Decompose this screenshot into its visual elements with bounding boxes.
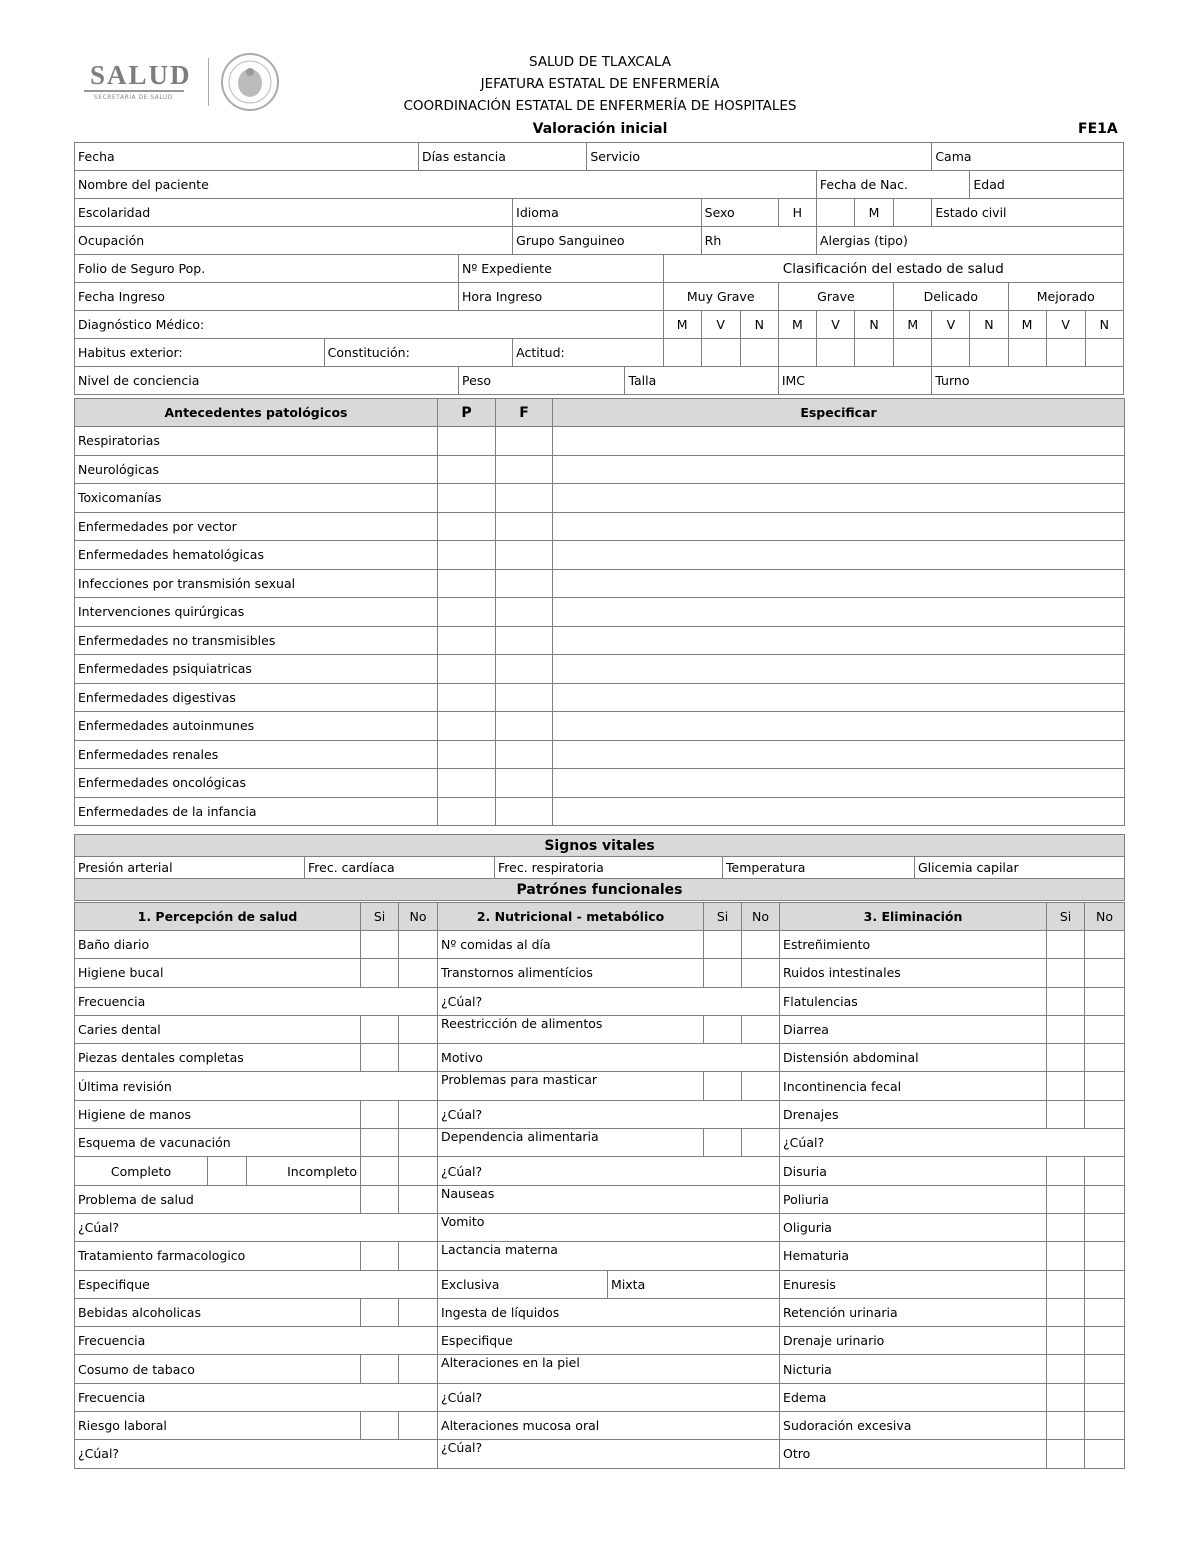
mvn-m-label: M <box>1008 311 1046 339</box>
mvn-box[interactable] <box>1046 339 1085 367</box>
mvn-v-label: V <box>1046 311 1085 339</box>
fecha-field[interactable]: Fecha <box>75 143 419 171</box>
mvn-box[interactable] <box>778 339 816 367</box>
nutricional-si-box[interactable] <box>704 1072 742 1100</box>
antecedente-especificar-field[interactable] <box>553 569 1125 598</box>
nutricional-si-box[interactable] <box>704 931 742 959</box>
mvn-box[interactable] <box>894 339 932 367</box>
antecedente-label: Intervenciones quirúrgicas <box>75 598 438 627</box>
peso-field[interactable]: Peso <box>459 367 625 395</box>
nutricional-text-field[interactable]: ¿Cúal? <box>438 1383 780 1411</box>
eliminacion-item: Edema <box>780 1383 1047 1411</box>
antecedente-label: Enfermedades psiquiatricas <box>75 655 438 684</box>
eliminacion-no-box[interactable] <box>1085 1185 1125 1213</box>
antecedente-especificar-field[interactable] <box>553 541 1125 570</box>
si-header: Si <box>1047 903 1085 931</box>
header-line-1: SALUD DE TLAXCALA <box>529 54 671 70</box>
antecedente-f-box[interactable] <box>496 712 553 741</box>
eliminacion-item: Ruidos intestinales <box>780 959 1047 987</box>
nutricional-item: Dependencia alimentaria <box>438 1129 704 1157</box>
percepcion-item: Higiene bucal <box>75 959 361 987</box>
eliminacion-item: Poliuria <box>780 1185 1047 1213</box>
mvn-v-label: V <box>932 311 970 339</box>
eliminacion-no-box[interactable] <box>1085 1270 1125 1298</box>
percepcion-item: Problema de salud <box>75 1185 361 1213</box>
eliminacion-item: Drenajes <box>780 1100 1047 1128</box>
percepcion-item: Baño diario <box>75 931 361 959</box>
antecedente-especificar-field[interactable] <box>553 769 1125 798</box>
percepcion-text-field[interactable]: Frecuencia <box>75 1383 438 1411</box>
eliminacion-no-box[interactable] <box>1085 931 1125 959</box>
antecedente-p-box[interactable] <box>438 455 496 484</box>
percepcion-no-box[interactable] <box>399 959 438 987</box>
antecedente-especificar-field[interactable] <box>553 484 1125 513</box>
antecedente-p-box[interactable] <box>438 569 496 598</box>
antecedente-f-box[interactable] <box>496 569 553 598</box>
antecedente-label: Enfermedades digestivas <box>75 683 438 712</box>
percepcion-text-field[interactable]: ¿Cúal? <box>75 1213 438 1241</box>
actitud-field[interactable]: Actitud: <box>513 339 663 367</box>
antecedentes-table <box>74 398 1125 826</box>
percepcion-item: Piezas dentales completas <box>75 1044 361 1072</box>
glicemia-field[interactable]: Glicemia capilar <box>915 857 1125 879</box>
antecedente-label: Enfermedades no transmisibles <box>75 626 438 655</box>
nutricional-no-box[interactable] <box>742 931 780 959</box>
antecedente-p-box[interactable] <box>438 740 496 769</box>
percepcion-text-field[interactable]: Frecuencia <box>75 987 438 1015</box>
antecedente-especificar-field[interactable] <box>553 683 1125 712</box>
nombre-paciente-field[interactable]: Nombre del paciente <box>75 171 817 199</box>
frec-cardiaca-field[interactable]: Frec. cardíaca <box>305 857 495 879</box>
percepcion-no-box[interactable] <box>399 1355 438 1383</box>
mvn-v-label: V <box>816 311 854 339</box>
percepcion-item: Riesgo laboral <box>75 1412 361 1440</box>
percepcion-si-box[interactable] <box>361 1412 399 1440</box>
eliminacion-no-box[interactable] <box>1085 1440 1125 1468</box>
eliminacion-no-box[interactable] <box>1085 1298 1125 1326</box>
percepcion-no-box[interactable] <box>399 1015 438 1043</box>
eliminacion-item: Oliguria <box>780 1213 1047 1241</box>
eliminacion-si-box[interactable] <box>1047 1157 1085 1185</box>
eliminacion-item: Drenaje urinario <box>780 1327 1047 1355</box>
antecedente-especificar-field[interactable] <box>553 427 1125 456</box>
nutricional-item: Problemas para masticar <box>438 1072 704 1100</box>
antecedente-especificar-field[interactable] <box>553 455 1125 484</box>
estado-delicado-label: Delicado <box>894 283 1008 311</box>
eliminacion-header: 3. Eliminación <box>780 903 1047 931</box>
antecedente-especificar-field[interactable] <box>553 740 1125 769</box>
antecedente-label: Toxicomanías <box>75 484 438 513</box>
antecedente-label: Respiratorias <box>75 427 438 456</box>
antecedente-p-box[interactable] <box>438 797 496 826</box>
percepcion-item: Higiene de manos <box>75 1100 361 1128</box>
antecedente-f-box[interactable] <box>496 769 553 798</box>
antecedente-p-box[interactable] <box>438 655 496 684</box>
antecedente-especificar-field[interactable] <box>553 512 1125 541</box>
si-header: Si <box>361 903 399 931</box>
mvn-n-label: N <box>855 311 894 339</box>
servicio-field[interactable]: Servicio <box>587 143 932 171</box>
antecedente-label: Enfermedades de la infancia <box>75 797 438 826</box>
nutricional-si-box[interactable] <box>704 1129 742 1157</box>
vital-signs-table <box>74 834 1125 901</box>
nutricional-text-field[interactable]: ¿Cúal? <box>438 1157 780 1185</box>
percepcion-si-box[interactable] <box>361 959 399 987</box>
antecedente-label: Enfermedades oncológicas <box>75 769 438 798</box>
percepcion-header: 1. Percepción de salud <box>75 903 361 931</box>
mvn-v-label: V <box>701 311 740 339</box>
header-line-3: COORDINACIÓN ESTATAL DE ENFERMERÍA DE HOSPITALES <box>403 98 797 114</box>
mvn-box[interactable] <box>740 339 778 367</box>
antecedente-especificar-field[interactable] <box>553 598 1125 627</box>
eliminacion-no-box[interactable] <box>1085 1044 1125 1072</box>
nutricional-text-field[interactable]: Motivo <box>438 1044 780 1072</box>
no-header: No <box>742 903 780 931</box>
lactancia-mixta-field[interactable]: Mixta <box>608 1270 780 1298</box>
antecedentes-header: Antecedentes patológicos <box>75 399 438 427</box>
antecedente-p-box[interactable] <box>438 769 496 798</box>
nutricional-no-box[interactable] <box>742 1129 780 1157</box>
eliminacion-item: Nicturia <box>780 1355 1047 1383</box>
expediente-field[interactable]: Nº Expediente <box>459 255 664 283</box>
header-line-2: JEFATURA ESTATAL DE ENFERMERÍA <box>480 76 720 92</box>
nutricional-item: Reestricción de alimentos <box>438 1015 704 1043</box>
talla-field[interactable]: Talla <box>625 367 778 395</box>
eliminacion-item: Disuria <box>780 1157 1047 1185</box>
nutricional-si-box[interactable] <box>704 959 742 987</box>
percepcion-text-field[interactable]: ¿Cúal? <box>75 1440 438 1468</box>
nutricional-item: Nº comidas al día <box>438 931 704 959</box>
eliminacion-no-box[interactable] <box>1085 1383 1125 1411</box>
nutricional-text-field[interactable]: Alteraciones en la piel <box>438 1355 780 1383</box>
vacuna-completo-box[interactable] <box>208 1157 247 1185</box>
antecedente-f-box[interactable] <box>496 427 553 456</box>
antecedente-f-box[interactable] <box>496 598 553 627</box>
antecedente-label: Enfermedades por vector <box>75 512 438 541</box>
turno-field[interactable]: Turno <box>932 367 1124 395</box>
eliminacion-text-field[interactable]: ¿Cúal? <box>780 1129 1125 1157</box>
no-header: No <box>1085 903 1125 931</box>
fecha-nac-field[interactable]: Fecha de Nac. <box>816 171 969 199</box>
eliminacion-no-box[interactable] <box>1085 1157 1125 1185</box>
eliminacion-si-box[interactable] <box>1047 1327 1085 1355</box>
si-header: Si <box>704 903 742 931</box>
eliminacion-no-box[interactable] <box>1085 1100 1125 1128</box>
eliminacion-no-box[interactable] <box>1085 1015 1125 1043</box>
antecedente-f-box[interactable] <box>496 455 553 484</box>
antecedente-f-box[interactable] <box>496 797 553 826</box>
eliminacion-item: Flatulencias <box>780 987 1047 1015</box>
eliminacion-si-box[interactable] <box>1047 1015 1085 1043</box>
cama-field[interactable]: Cama <box>932 143 1124 171</box>
percepcion-no-box[interactable] <box>399 1129 438 1157</box>
percepcion-si-box[interactable] <box>361 1355 399 1383</box>
antecedente-label: Enfermedades autoinmunes <box>75 712 438 741</box>
percepcion-si-box[interactable] <box>361 1100 399 1128</box>
nutricional-text-field[interactable]: ¿Cúal? <box>438 987 780 1015</box>
no-header: No <box>399 903 438 931</box>
mvn-m-label: M <box>778 311 816 339</box>
mvn-n-label: N <box>970 311 1008 339</box>
alergias-field[interactable]: Alergias (tipo) <box>816 227 1123 255</box>
mvn-box[interactable] <box>932 339 970 367</box>
percepcion-item: Tratamiento farmacologico <box>75 1242 361 1270</box>
signos-vitales-header: Signos vitales <box>75 835 1125 857</box>
eliminacion-no-box[interactable] <box>1085 987 1125 1015</box>
nutricional-text-field[interactable]: Nauseas <box>438 1185 780 1213</box>
nutricional-text-field[interactable]: Lactancia materna <box>438 1242 780 1270</box>
eliminacion-si-box[interactable] <box>1047 1213 1085 1241</box>
antecedente-label: Infecciones por transmisión sexual <box>75 569 438 598</box>
percepcion-si-box[interactable] <box>361 1242 399 1270</box>
eliminacion-si-box[interactable] <box>1047 1044 1085 1072</box>
logo-subtext: SECRETARÍA DE SALUD <box>94 94 173 101</box>
percepcion-item: Bebidas alcoholicas <box>75 1298 361 1326</box>
patrones-header: Patrónes funcionales <box>75 879 1125 901</box>
antecedente-p-box[interactable] <box>438 712 496 741</box>
percepcion-no-box[interactable] <box>399 1185 438 1213</box>
antecedente-especificar-field[interactable] <box>553 626 1125 655</box>
percepcion-no-box[interactable] <box>399 1044 438 1072</box>
percepcion-text-field[interactable]: Frecuencia <box>75 1327 438 1355</box>
antecedente-label: Enfermedades hematológicas <box>75 541 438 570</box>
clasificacion-header: Clasificación del estado de salud <box>663 255 1123 283</box>
hora-ingreso-field[interactable]: Hora Ingreso <box>459 283 664 311</box>
antecedente-p-box[interactable] <box>438 427 496 456</box>
antecedente-label: Enfermedades renales <box>75 740 438 769</box>
antecedente-p-box[interactable] <box>438 683 496 712</box>
eliminacion-no-box[interactable] <box>1085 1213 1125 1241</box>
nutricional-no-box[interactable] <box>742 1015 780 1043</box>
eliminacion-si-box[interactable] <box>1047 1185 1085 1213</box>
logo-text: SALUD <box>90 60 192 90</box>
mvn-box[interactable] <box>855 339 894 367</box>
percepcion-item: Esquema de vacunación <box>75 1129 361 1157</box>
habitus-field[interactable]: Habitus exterior: <box>75 339 325 367</box>
eliminacion-si-box[interactable] <box>1047 987 1085 1015</box>
eliminacion-item: Enuresis <box>780 1270 1047 1298</box>
sexo-m-label: M <box>855 199 894 227</box>
imc-field[interactable]: IMC <box>778 367 931 395</box>
percepcion-no-box[interactable] <box>399 931 438 959</box>
eliminacion-item: Otro <box>780 1440 1047 1468</box>
eliminacion-item: Retención urinaria <box>780 1298 1047 1326</box>
percepcion-item: Cosumo de tabaco <box>75 1355 361 1383</box>
eliminacion-no-box[interactable] <box>1085 1072 1125 1100</box>
estado-civil-field[interactable]: Estado civil <box>932 199 1124 227</box>
mvn-box[interactable] <box>1085 339 1123 367</box>
nutricional-header: 2. Nutricional - metabólico <box>438 903 704 931</box>
antecedente-especificar-field[interactable] <box>553 655 1125 684</box>
percepcion-si-box[interactable] <box>361 1185 399 1213</box>
eliminacion-si-box[interactable] <box>1047 959 1085 987</box>
patient-info-table <box>74 142 1124 395</box>
eliminacion-si-box[interactable] <box>1047 1270 1085 1298</box>
dias-estancia-field[interactable]: Días estancia <box>418 143 586 171</box>
nivel-conciencia-field[interactable]: Nivel de conciencia <box>75 367 459 395</box>
eliminacion-item: Estreñimiento <box>780 931 1047 959</box>
eliminacion-si-box[interactable] <box>1047 1383 1085 1411</box>
eliminacion-item: Incontinencia fecal <box>780 1072 1047 1100</box>
vacuna-incompleto-label: Incompleto <box>247 1157 361 1185</box>
estado-muy-grave-label: Muy Grave <box>663 283 778 311</box>
percepcion-text-field[interactable]: Especifique <box>75 1270 438 1298</box>
patrones-table <box>74 902 1125 1469</box>
eliminacion-si-box[interactable] <box>1047 1440 1085 1468</box>
percepcion-si-box[interactable] <box>361 1298 399 1326</box>
percepcion-text-field[interactable]: Última revisión <box>75 1072 438 1100</box>
percepcion-no-box[interactable] <box>399 1100 438 1128</box>
antecedente-p-box[interactable] <box>438 598 496 627</box>
nutricional-si-box[interactable] <box>704 1015 742 1043</box>
grupo-sanguineo-field[interactable]: Grupo Sanguineo <box>513 227 701 255</box>
eliminacion-si-box[interactable] <box>1047 1072 1085 1100</box>
nutricional-text-field[interactable]: Vomito <box>438 1213 780 1241</box>
eliminacion-si-box[interactable] <box>1047 1100 1085 1128</box>
temperatura-field[interactable]: Temperatura <box>723 857 915 879</box>
fecha-ingreso-field[interactable]: Fecha Ingreso <box>75 283 459 311</box>
estado-mejorado-label: Mejorado <box>1008 283 1124 311</box>
eliminacion-item: Sudoración excesiva <box>780 1412 1047 1440</box>
nutricional-text-field[interactable]: Alteraciones mucosa oral <box>438 1412 780 1440</box>
sexo-h-box[interactable] <box>816 199 854 227</box>
nutricional-text-field[interactable]: Ingesta de líquidos <box>438 1298 780 1326</box>
antecedente-especificar-field[interactable] <box>553 712 1125 741</box>
frec-respiratoria-field[interactable]: Frec. respiratoria <box>495 857 723 879</box>
p-header: P <box>438 399 496 427</box>
eliminacion-si-box[interactable] <box>1047 1412 1085 1440</box>
vacuna-incompleto-box[interactable] <box>361 1157 399 1185</box>
eliminacion-no-box[interactable] <box>1085 1327 1125 1355</box>
antecedente-especificar-field[interactable] <box>553 797 1125 826</box>
percepcion-item: Caries dental <box>75 1015 361 1043</box>
form-title: Valoración inicial <box>532 121 668 137</box>
nutricional-item: Transtornos alimentícios <box>438 959 704 987</box>
percepcion-si-box[interactable] <box>361 931 399 959</box>
mvn-box[interactable] <box>663 339 701 367</box>
antecedente-f-box[interactable] <box>496 740 553 769</box>
percepcion-si-box[interactable] <box>361 1044 399 1072</box>
nutricional-text-field[interactable]: ¿Cúal? <box>438 1100 780 1128</box>
nutricional-no-box[interactable] <box>742 959 780 987</box>
nutricional-no-box[interactable] <box>742 1072 780 1100</box>
eliminacion-item: Diarrea <box>780 1015 1047 1043</box>
antecedente-f-box[interactable] <box>496 512 553 541</box>
percepcion-no-box[interactable] <box>399 1412 438 1440</box>
antecedente-label: Neurológicas <box>75 455 438 484</box>
antecedente-p-box[interactable] <box>438 541 496 570</box>
diagnostico-field[interactable]: Diagnóstico Médico: <box>75 311 664 339</box>
ocupacion-field[interactable]: Ocupación <box>75 227 513 255</box>
eliminacion-item: Distensión abdominal <box>780 1044 1047 1072</box>
eliminacion-si-box[interactable] <box>1047 931 1085 959</box>
antecedente-p-box[interactable] <box>438 626 496 655</box>
rh-field[interactable]: Rh <box>701 227 816 255</box>
antecedente-f-box[interactable] <box>496 655 553 684</box>
eliminacion-no-box[interactable] <box>1085 1412 1125 1440</box>
antecedente-p-box[interactable] <box>438 512 496 541</box>
eliminacion-si-box[interactable] <box>1047 1242 1085 1270</box>
idioma-field[interactable]: Idioma <box>513 199 701 227</box>
f-header: F <box>496 399 553 427</box>
nutricional-text-field[interactable]: ¿Cúal? <box>438 1440 780 1468</box>
especificar-header: Especificar <box>553 399 1125 427</box>
constitucion-field[interactable]: Constitución: <box>324 339 513 367</box>
percepcion-no-box[interactable] <box>399 1157 438 1185</box>
percepcion-si-box[interactable] <box>361 1015 399 1043</box>
eliminacion-no-box[interactable] <box>1085 959 1125 987</box>
nutricional-text-field[interactable]: Especifique <box>438 1327 780 1355</box>
percepcion-no-box[interactable] <box>399 1298 438 1326</box>
mvn-m-label: M <box>663 311 701 339</box>
presion-arterial-field[interactable]: Presión arterial <box>75 857 305 879</box>
antecedente-p-box[interactable] <box>438 484 496 513</box>
mvn-m-label: M <box>894 311 932 339</box>
antecedente-f-box[interactable] <box>496 484 553 513</box>
eliminacion-item: Hematuria <box>780 1242 1047 1270</box>
eliminacion-no-box[interactable] <box>1085 1242 1125 1270</box>
mvn-box[interactable] <box>970 339 1008 367</box>
mvn-n-label: N <box>1085 311 1123 339</box>
edad-field[interactable]: Edad <box>970 171 1124 199</box>
sexo-label: Sexo <box>701 199 778 227</box>
antecedente-f-box[interactable] <box>496 541 553 570</box>
mvn-box[interactable] <box>1008 339 1046 367</box>
sexo-m-box[interactable] <box>894 199 932 227</box>
percepcion-si-box[interactable] <box>361 1129 399 1157</box>
sexo-h-label: H <box>778 199 816 227</box>
eliminacion-si-box[interactable] <box>1047 1298 1085 1326</box>
lactancia-exclusiva-field[interactable]: Exclusiva <box>438 1270 608 1298</box>
estado-grave-label: Grave <box>778 283 893 311</box>
escolaridad-field[interactable]: Escolaridad <box>75 199 513 227</box>
vacuna-completo-label: Completo <box>75 1157 208 1185</box>
percepcion-no-box[interactable] <box>399 1242 438 1270</box>
mvn-n-label: N <box>740 311 778 339</box>
antecedente-f-box[interactable] <box>496 683 553 712</box>
eliminacion-no-box[interactable] <box>1085 1355 1125 1383</box>
mvn-box[interactable] <box>701 339 740 367</box>
form-code: FE1A <box>1078 121 1118 137</box>
eliminacion-si-box[interactable] <box>1047 1355 1085 1383</box>
mvn-box[interactable] <box>816 339 854 367</box>
folio-seguro-field[interactable]: Folio de Seguro Pop. <box>75 255 459 283</box>
antecedente-f-box[interactable] <box>496 626 553 655</box>
